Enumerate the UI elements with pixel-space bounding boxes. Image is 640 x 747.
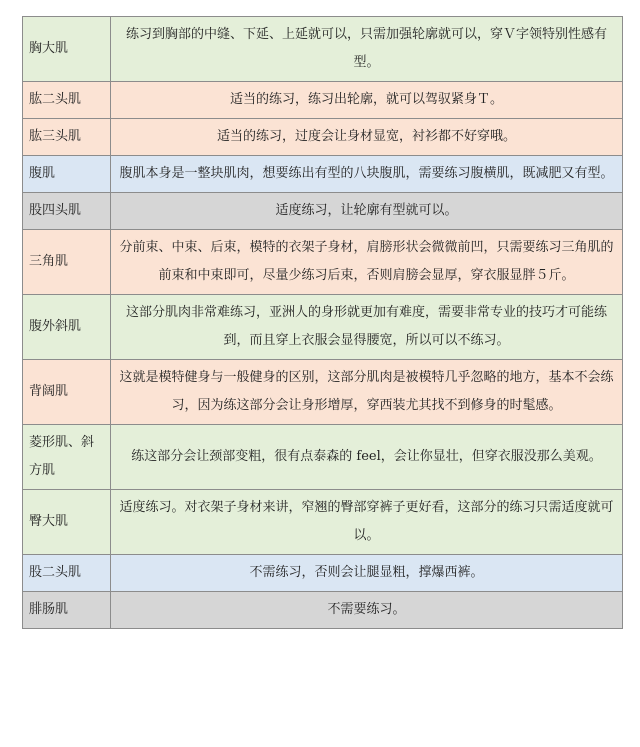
muscle-table-container bbox=[22, 16, 622, 629]
table-row bbox=[23, 17, 623, 82]
muscle-name: 股四头肌 bbox=[23, 193, 111, 230]
muscle-description: 练习到胸部的中缝、下延、上延就可以，只需加强轮廓就可以，穿Ｖ字领特别性感有型。 bbox=[111, 17, 623, 82]
table-row bbox=[23, 360, 623, 425]
table-row bbox=[23, 156, 623, 193]
muscle-name: 肱三头肌 bbox=[23, 119, 111, 156]
muscle-description: 适当的练习，过度会让身材显宽，衬衫都不好穿哦。 bbox=[111, 119, 623, 156]
muscle-name: 臀大肌 bbox=[23, 490, 111, 555]
muscle-name: 腹外斜肌 bbox=[23, 295, 111, 360]
muscle-name: 肱二头肌 bbox=[23, 82, 111, 119]
muscle-name: 三角肌 bbox=[23, 230, 111, 295]
muscle-description: 不需要练习。 bbox=[111, 592, 623, 629]
muscle-description: 这就是模特健身与一般健身的区别，这部分肌肉是被模特几乎忽略的地方，基本不会练习，因为练这部分会让身形增厚，穿西装尤其找不到修身的时髦感。 bbox=[111, 360, 623, 425]
muscle-training-table bbox=[22, 16, 623, 629]
muscle-description: 适当的练习，练习出轮廓，就可以驾驭紧身Ｔ。 bbox=[111, 82, 623, 119]
muscle-description: 腹肌本身是一整块肌肉，想要练出有型的八块腹肌，需要练习腹横肌，既减肥又有型。 bbox=[111, 156, 623, 193]
muscle-name: 背阔肌 bbox=[23, 360, 111, 425]
table-row bbox=[23, 193, 623, 230]
table-row bbox=[23, 555, 623, 592]
table-row bbox=[23, 119, 623, 156]
muscle-name: 腹肌 bbox=[23, 156, 111, 193]
table-row bbox=[23, 230, 623, 295]
table-row bbox=[23, 82, 623, 119]
table-row bbox=[23, 490, 623, 555]
table-row bbox=[23, 592, 623, 629]
muscle-name: 胸大肌 bbox=[23, 17, 111, 82]
muscle-description: 这部分肌肉非常难练习，亚洲人的身形就更加有难度，需要非常专业的技巧才可能练到，而且穿上衣服会显得腰宽，所以可以不练习。 bbox=[111, 295, 623, 360]
muscle-description: 适度练习，让轮廓有型就可以。 bbox=[111, 193, 623, 230]
table-row bbox=[23, 295, 623, 360]
muscle-description: 练这部分会让颈部变粗，很有点泰森的 feel，会让你显壮，但穿衣服没那么美观。 bbox=[111, 425, 623, 490]
muscle-description: 不需练习，否则会让腿显粗，撑爆西裤。 bbox=[111, 555, 623, 592]
muscle-description: 适度练习。对衣架子身材来讲，窄翘的臀部穿裤子更好看，这部分的练习只需适度就可以。 bbox=[111, 490, 623, 555]
muscle-name: 股二头肌 bbox=[23, 555, 111, 592]
muscle-name: 腓肠肌 bbox=[23, 592, 111, 629]
muscle-name: 菱形肌、斜方肌 bbox=[23, 425, 111, 490]
muscle-description: 分前束、中束、后束，模特的衣架子身材，肩膀形状会微微前凹，只需要练习三角肌的前束和中束即可，尽量少练习后束，否则肩膀会显厚，穿衣服显胖５斤。 bbox=[111, 230, 623, 295]
table-row bbox=[23, 425, 623, 490]
